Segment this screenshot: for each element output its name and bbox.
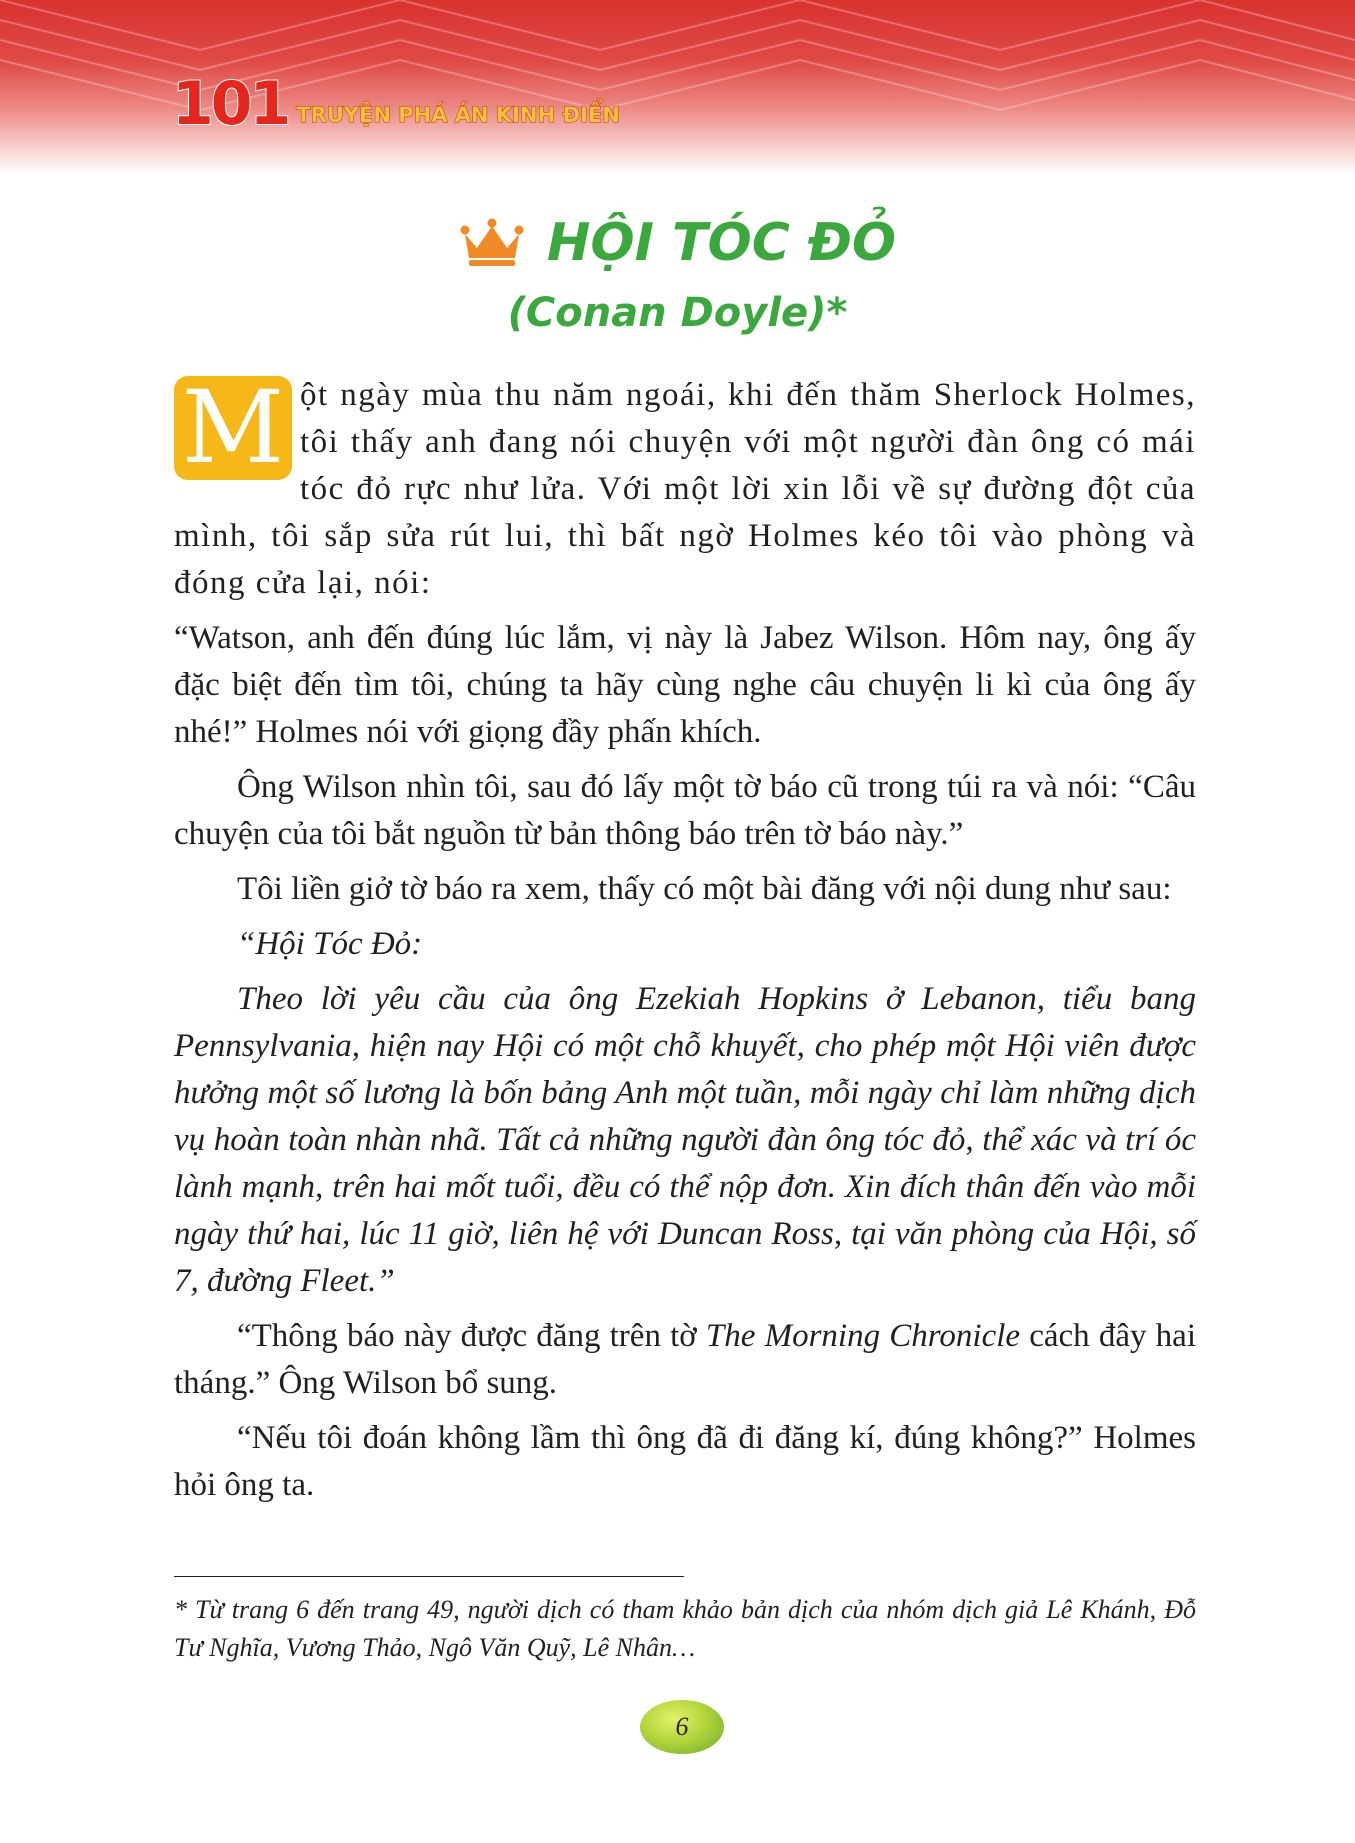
page-header-band [0,0,1355,175]
brand-number: 101 [172,69,289,139]
paragraph: “Nếu tôi đoán không lầm thì ông đã đi đăng kí, đúng không?” Holmes hỏi ông ta. [174,1420,1196,1503]
paragraph: Ông Wilson nhìn tôi, sau đó lấy một tờ báo cũ trong túi ra và nói: “Câu chuyện của tôi bắt nguồn từ bản thông báo trên tờ báo này.” [174,769,1196,852]
page-number: 6 [675,1712,689,1741]
notice-heading: “Hội Tóc Đỏ: [237,926,423,962]
footnote-marker: * [826,290,848,336]
brand-text: TRUYỆN PHÁ ÁN KINH ĐIỂN [296,103,620,127]
paragraph-text: ột ngày mùa thu năm ngoái, khi đến thăm Sherlock Holmes, tôi thấy anh đang nói chuyện với một người đàn ông có mái tóc đỏ rực như lửa. Với một lời xin lỗi về sự đường đột của mình, tôi sắp sửa rút lui, thì bất ngờ Holmes kéo tôi vào phòng và đóng cửa lại, nói: [174,377,1196,601]
body-text [174,369,1196,1517]
paragraph [174,1313,1196,1407]
paragraph-text: cách đây hai tháng.” Ông Wilson bổ sung. [174,1318,1196,1401]
paragraph-text: “Thông báo này được đăng trên tờ [237,1318,706,1354]
chapter-author: (Conan Doyle) [507,290,827,336]
crown-icon [459,218,525,268]
footnote-divider [174,1576,684,1577]
paragraph: “Watson, anh đến đúng lúc lắm, vị này là Jabez Wilson. Hôm nay, ông ấy đặc biệt đến tìm tôi, chúng ta hãy cùng nghe câu chuyện li kì của ông ấy nhé!” Holmes nói với giọng đầy phấn khích. [174,620,1196,750]
paragraph [174,369,1196,607]
notice-text: Theo lời yêu cầu của ông Ezekiah Hopkins ở Lebanon, tiểu bang Pennsylvania, hiện nay Hội có một chỗ khuyết, cho phép một Hội viên được hưởng một số lương là bốn bảng Anh một tuần, mỗi ngày chỉ làm những dịch vụ hoàn toàn nhàn nhã. Tất cả những người đàn ông tóc đỏ, thể xác và trí óc lành mạnh, trên hai mốt tuổi, đều có thể nộp đơn. Xin đích thân đến vào mỗi ngày thứ hai, lúc 11 giờ, liên hệ với Duncan Ross, tại văn phòng của Hội, số 7, đường Fleet.” [174,981,1196,1299]
paragraph: Tôi liền giở tờ báo ra xem, thấy có một bài đăng với nội dung như sau: [237,871,1172,907]
drop-cap: M [174,376,292,480]
chapter-title: HỘI TÓC ĐỎ [546,213,897,273]
chapter-subtitle-row [0,290,1355,336]
newspaper-name: The Morning Chronicle [705,1318,1021,1354]
chapter-title-row [0,208,1355,278]
series-brand [172,69,620,139]
page-number-badge [640,1700,724,1754]
footnote: * Từ trang 6 đến trang 49, người dịch có tham khảo bản dịch của nhóm dịch giả Lê Khánh, Đỗ Tư Nghĩa, Vương Thảo, Ngô Văn Quỹ, Lê Nhân… [174,1595,1196,1662]
